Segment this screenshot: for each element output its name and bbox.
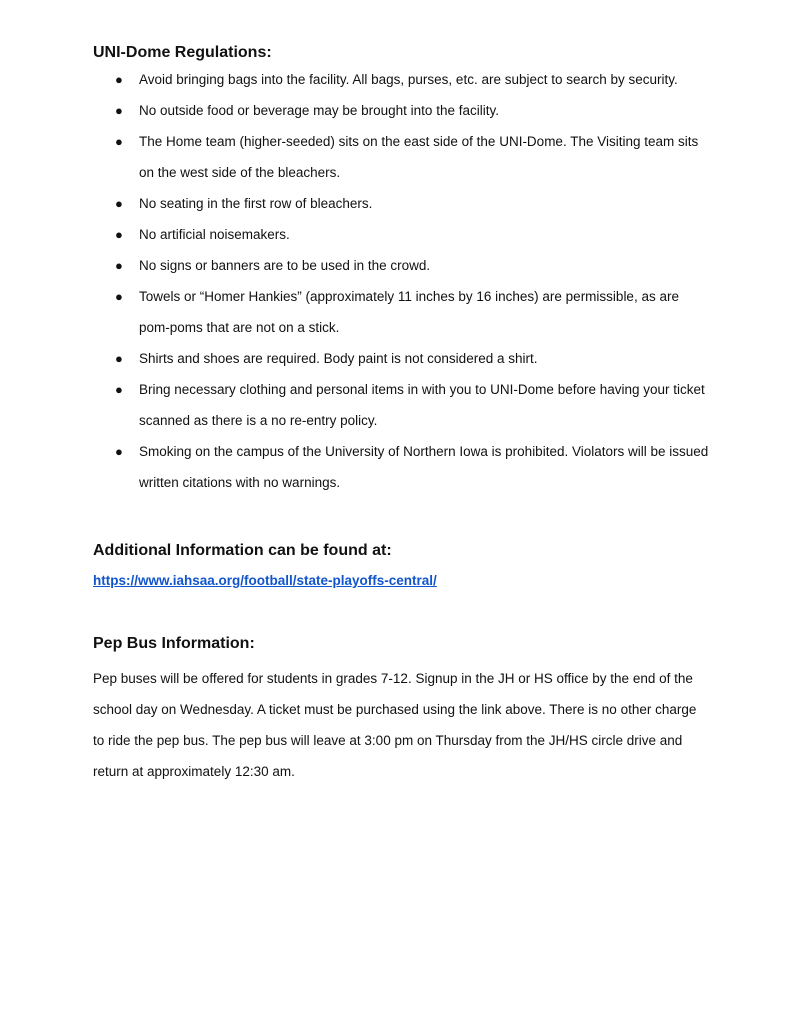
regulation-text: Towels or “Homer Hankies” (approximately 11 inches by 16 inches) are permissible, as are pom-poms that are not on a stick. [139,289,679,335]
bullet-icon: ● [115,103,123,118]
regulation-item [93,219,711,250]
pep-bus-heading: Pep Bus Information: [93,635,255,652]
bullet-icon: ● [115,134,123,149]
regulation-item [93,374,711,436]
regulation-item [93,250,711,281]
bullet-icon: ● [115,382,123,397]
regulation-item [93,64,711,95]
additional-info-heading: Additional Information can be found at: [93,542,392,559]
regulations-list [93,64,711,498]
regulation-item [93,343,711,374]
pep-bus-paragraph: Pep buses will be offered for students in grades 7-12. Signup in the JH or HS office by the end of the school day on Wednesday. A ticket must be purchased using the link above. There is no other charge to ride the pep bus. The pep bus will leave at 3:00 pm on Thursday from the JH/HS circle drive and return at approximately 12:30 am. [93,671,697,779]
regulation-text: No outside food or beverage may be brought into the facility. [139,103,499,118]
bullet-icon: ● [115,227,123,242]
regulation-text: Shirts and shoes are required. Body paint is not considered a shirt. [139,351,538,366]
regulation-item [93,188,711,219]
regulation-text: Avoid bringing bags into the facility. All bags, purses, etc. are subject to search by security. [139,72,678,87]
bullet-icon: ● [115,444,123,459]
regulations-heading: UNI-Dome Regulations: [93,44,272,61]
regulation-text: No seating in the first row of bleachers. [139,196,373,211]
regulation-text: Smoking on the campus of the University of Northern Iowa is prohibited. Violators will be issued written citations with no warnings. [139,444,709,490]
bullet-icon: ● [115,196,123,211]
bullet-icon: ● [115,351,123,366]
bullet-icon: ● [115,289,123,304]
regulation-text: No artificial noisemakers. [139,227,290,242]
regulation-item [93,95,711,126]
regulation-text: Bring necessary clothing and personal items in with you to UNI-Dome before having your ticket scanned as there is a no re-entry policy. [139,382,705,428]
regulation-text: No signs or banners are to be used in the crowd. [139,258,431,273]
bullet-icon: ● [115,72,123,87]
playoffs-central-link[interactable]: https://www.iahsaa.org/football/state-playoffs-central/ [93,573,437,588]
bullet-icon: ● [115,258,123,273]
regulation-item [93,126,711,188]
regulation-text: The Home team (higher-seeded) sits on the east side of the UNI-Dome. The Visiting team sits on the west side of the bleachers. [139,134,699,180]
regulation-item [93,281,711,343]
regulation-item [93,436,711,498]
